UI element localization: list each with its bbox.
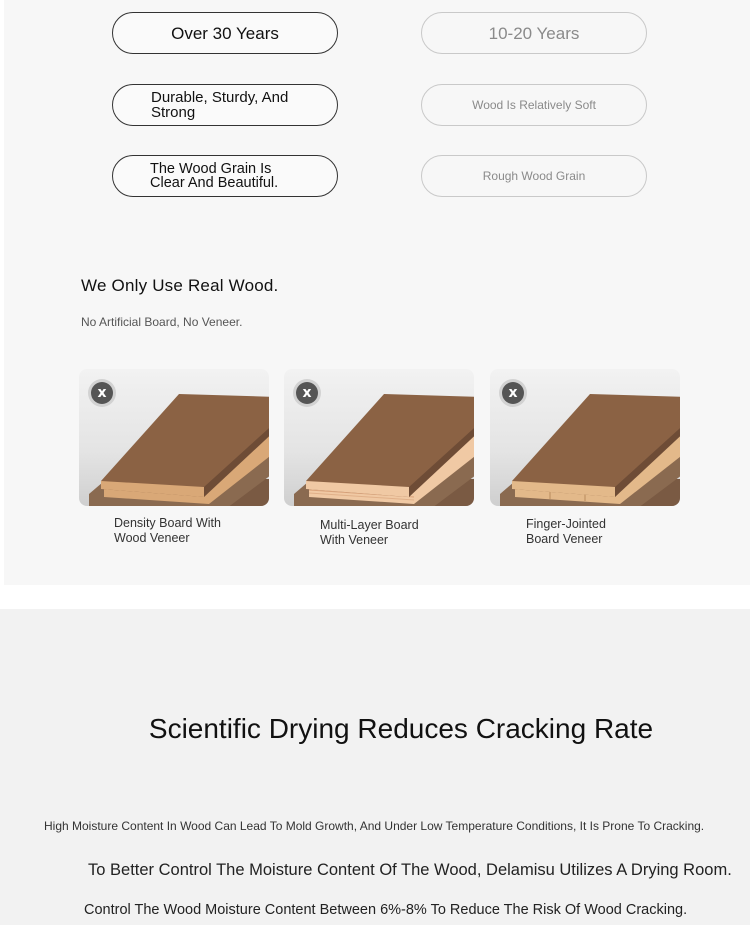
drying-title: Scientific Drying Reduces Cracking Rate <box>148 713 654 744</box>
board-label-line: Wood Veneer <box>114 531 190 545</box>
board-card-finger-jointed <box>490 369 680 506</box>
board-card-multilayer <box>284 369 474 506</box>
board-label-density <box>114 516 254 546</box>
pill-label: 10-20 Years <box>488 23 580 43</box>
pill-relatively-soft <box>421 84 647 126</box>
board-label-multilayer <box>320 518 460 548</box>
close-icon: x <box>91 382 113 404</box>
reject-badge <box>293 379 321 407</box>
board-label-line: Multi-Layer Board <box>320 518 419 532</box>
pill-wood-grain-clear <box>112 155 338 197</box>
board-label-line: Board Veneer <box>526 532 603 546</box>
pill-label: Over 30 Years <box>171 23 279 43</box>
pill-label: Wood Is Relatively Soft <box>472 98 596 112</box>
pill-10-20-years <box>421 12 647 54</box>
pill-label: Rough Wood Grain <box>482 169 586 183</box>
drying-text-line-3: Control The Wood Moisture Content Between 6%-8% To Reduce The Risk Of Wood Cracking. <box>84 902 688 918</box>
real-wood-subheading: No Artificial Board, No Veneer. <box>81 315 243 329</box>
drying-text-line-2: To Better Control The Moisture Content Of The Wood, Delamisu Utilizes A Drying Room. <box>88 861 732 879</box>
pill-rough-grain <box>421 155 647 197</box>
board-label-line: With Veneer <box>320 533 389 547</box>
board-label-line: Density Board With <box>114 516 221 530</box>
pill-label: Durable, Sturdy, And Strong <box>151 89 289 121</box>
board-label-line: Finger-Jointed <box>526 517 606 531</box>
board-label-finger-jointed <box>526 517 666 547</box>
drying-text-line-1: High Moisture Content In Wood Can Lead To Mold Growth, And Under Low Temperature Conditions, It Is Prone To Cracking. <box>44 819 705 833</box>
close-icon: x <box>502 382 524 404</box>
pill-label: The Wood Grain Is Clear And Beautiful. <box>150 160 279 191</box>
pill-over-30-years <box>112 12 338 54</box>
reject-badge <box>88 379 116 407</box>
close-icon: x <box>296 382 318 404</box>
reject-badge <box>499 379 527 407</box>
pill-durable <box>112 84 338 126</box>
board-card-density <box>79 369 269 506</box>
real-wood-heading: We Only Use Real Wood. <box>81 276 279 295</box>
